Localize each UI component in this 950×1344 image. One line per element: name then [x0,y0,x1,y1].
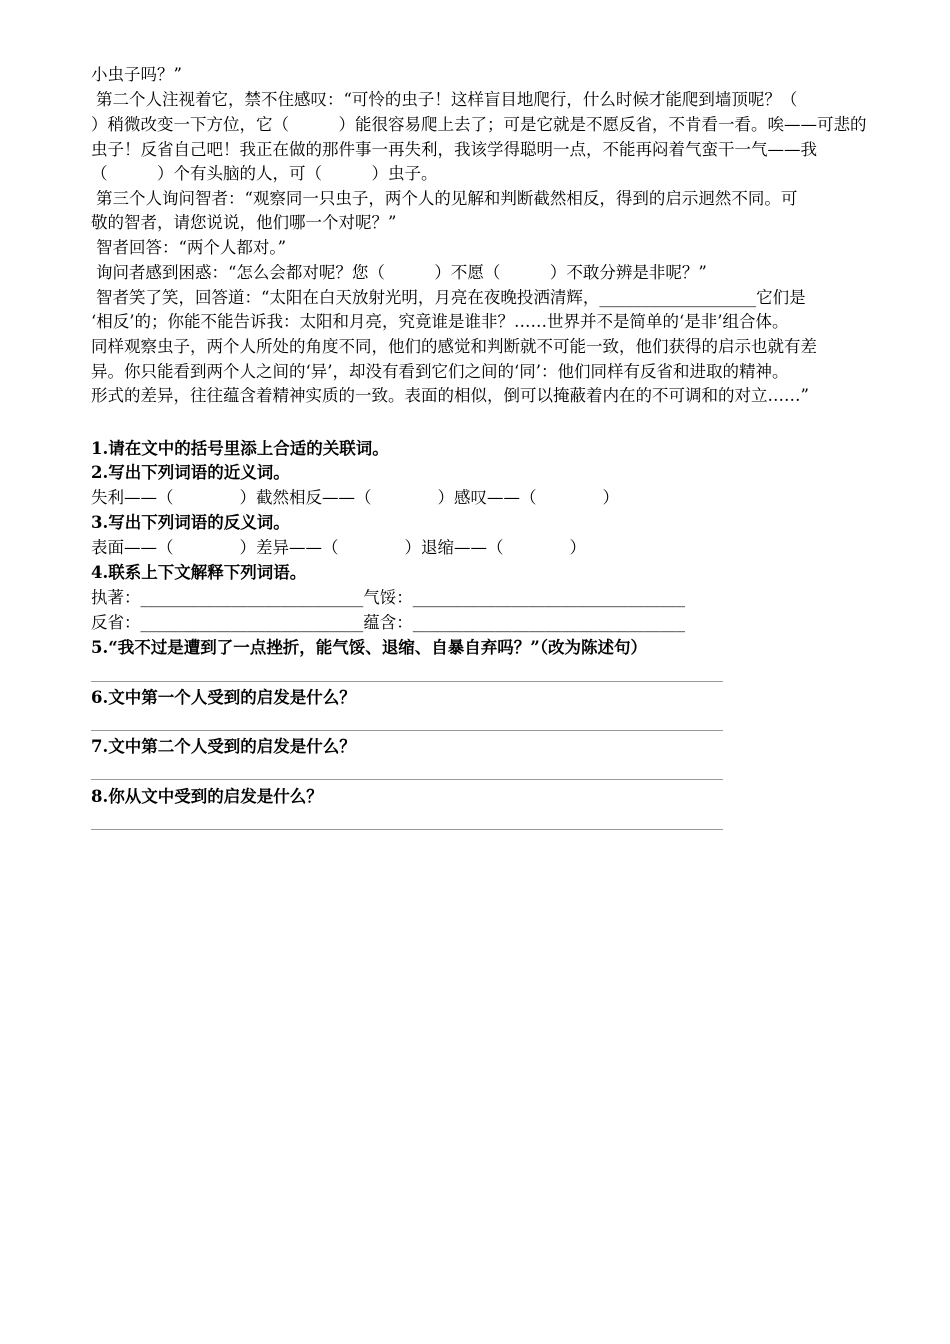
passage-line: 形式的差异，往往蕴含着精神实质的一致。表面的相似，倒可以掩蔽着内在的不可调和的对立……” [91,386,809,405]
question-3: 3.写出下列词语的反义词。 [91,513,290,532]
question-1: 1.请在文中的括号里添上合适的关联词。 [91,439,389,458]
passage-line: 智者回答：“两个人都对。” [96,238,287,257]
passage-line: 敬的智者，请您说说，他们哪一个对呢？” [91,213,397,232]
passage-line: 异。你只能看到两个人之间的‘异’，却没有看到它们之间的‘同’：他们同样有反省和进取的精神。 [91,362,789,381]
answer-line-8[interactable] [91,829,723,830]
question-7: 7.文中第二个人受到的启发是什么？ [91,737,356,756]
question-4: 4.联系上下文解释下列词语。 [91,563,307,582]
question-5: 5.“我不过是遭到了一点挫折，能气馁、退缩、自暴自弃吗？”（改为陈述句） [91,638,647,657]
passage-line: 询问者感到困惑：“怎么会都对呢？您（ ）不愿（ ）不敢分辨是非呢？” [96,263,707,282]
question-2: 2.写出下列词语的近义词。 [91,463,290,482]
passage-line: ）稍微改变一下方位，它（ ）能很容易爬上去了；可是它就是不愿反省，不肯看一看。唉——可悲的 [91,115,867,134]
passage-line: （ ）个有头脑的人，可（ ）虫子。 [91,164,438,183]
question-6: 6.文中第一个人受到的启发是什么？ [91,688,356,707]
passage-line: 第三个人询问智者：“观察同一只虫子，两个人的见解和判断截然相反，得到的启示迥然不同。可 [96,189,798,208]
passage-line: 智者笑了笑，回答道：“太阳在白天放射光明，月亮在夜晚投洒清辉，___________________它们是 [96,288,806,307]
question-8: 8.你从文中受到的启发是什么？ [91,787,323,806]
question-4-row-1[interactable]: 执著：___________________________气馁：_________________________________ [91,588,685,607]
question-4-row-2[interactable]: 反省：___________________________蕴含：_________________________________ [91,613,685,632]
answer-line-7[interactable] [91,779,723,780]
question-2-items[interactable]: 失利——（ ）截然相反——（ ）感叹——（ ） [91,488,619,507]
answer-line-6[interactable] [91,730,723,731]
passage-line: 小虫子吗？” [91,65,182,84]
passage-line: 虫子！反省自己吧！我正在做的那件事一再失利，我该学得聪明一点，不能再闷着气蛮干一气——我 [91,140,817,159]
passage-line: 第二个人注视着它，禁不住感叹：“可怜的虫子！这样盲目地爬行，什么时候才能爬到墙顶呢？（ [96,90,798,109]
answer-line-5[interactable] [91,681,723,682]
passage-line: 同样观察虫子，两个人所处的角度不同，他们的感觉和判断就不可能一致，他们获得的启示也就有差 [91,337,817,356]
passage-line: ‘相反’的；你能不能告诉我：太阳和月亮，究竟谁是谁非？……世界并不是简单的‘是非’组合体。 [91,312,789,331]
question-3-items[interactable]: 表面——（ ）差异——（ ）退缩——（ ） [91,538,586,557]
